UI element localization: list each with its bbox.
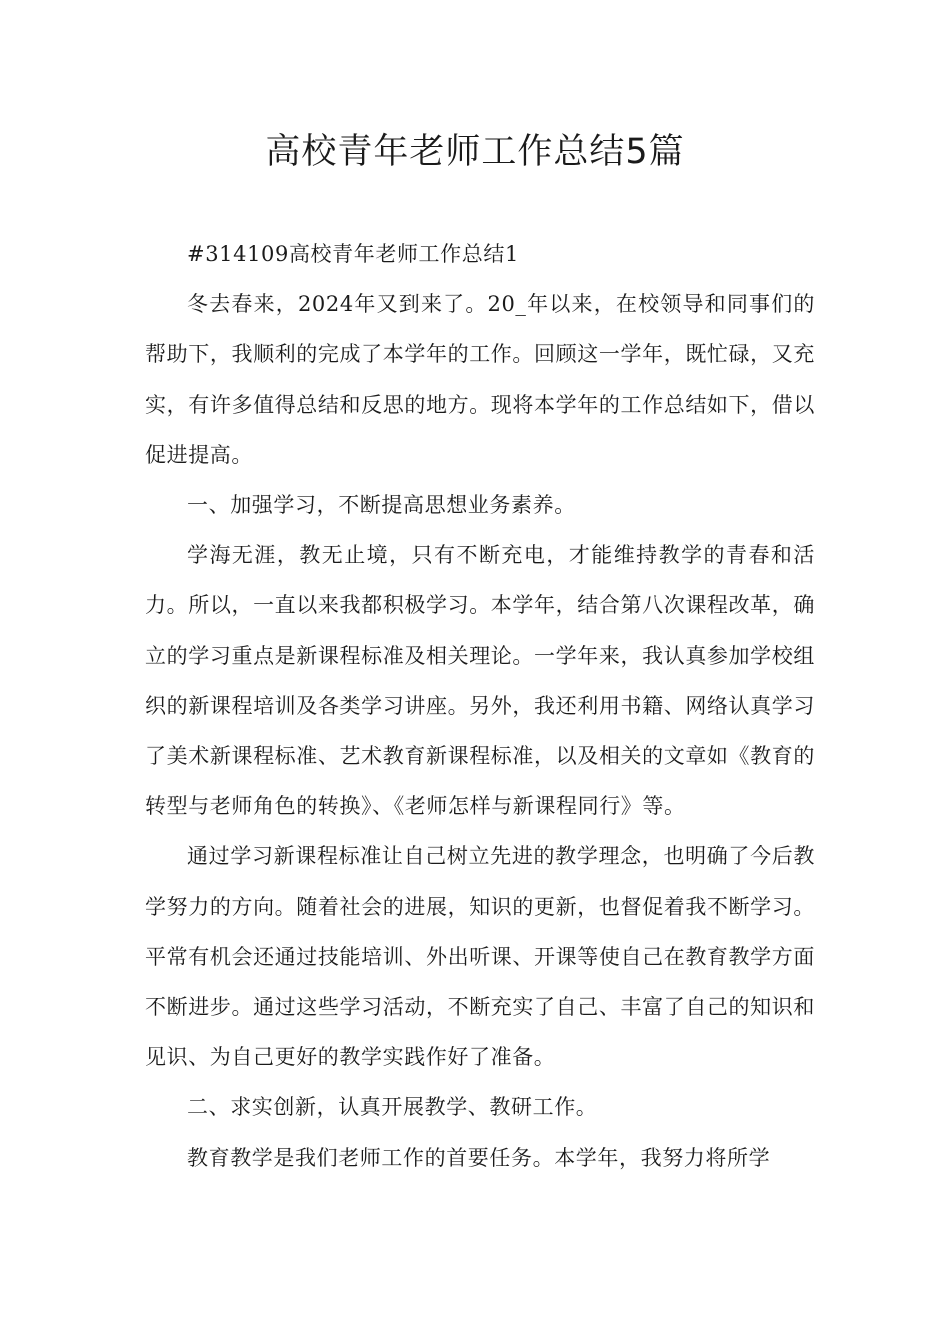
- paragraph-heading-1: #314109高校青年老师工作总结1: [187, 242, 519, 266]
- document-body: [145, 229, 815, 1183]
- section-heading-2: 二、求实创新，认真开展教学、教研工作。: [187, 1095, 598, 1120]
- paragraph: 冬去春来，2024年又到来了。20_年以来，在校领导和同事们的帮助下，我顺利的完成了本学年的工作。回顾这一学年，既忙碌，又充实，有许多值得总结和反思的地方。现将本学年的工作总结如下，借以促进提高。: [145, 292, 815, 467]
- paragraph: 教育教学是我们老师工作的首要任务。本学年，我努力将所学: [187, 1145, 771, 1170]
- paragraph: 学海无涯，教无止境，只有不断充电，才能维持教学的青春和活力。所以，一直以来我都积极学习。本学年，结合第八次课程改革，确立的学习重点是新课程标准及相关理论。一学年来，我认真参加学校组织的新课程培训及各类学习讲座。另外，我还利用书籍、网络认真学习了美术新课程标准、艺术教育新课程标准，以及相关的文章如《教育的转型与老师角色的转换》、《老师怎样与新课程同行》等。: [145, 543, 815, 819]
- document-title: 高校青年老师工作总结5篇: [265, 132, 685, 172]
- paragraph: 通过学习新课程标准让自己树立先进的教学理念，也明确了今后教学努力的方向。随着社会的进展，知识的更新，也督促着我不断学习。平常有机会还通过技能培训、外出听课、开课等使自己在教育教学方面不断进步。通过这些学习活动，不断充实了自己、丰富了自己的知识和见识、为自己更好的教学实践作好了准备。: [145, 844, 815, 1070]
- section-heading-1: 一、加强学习，不断提高思想业务素养。: [187, 493, 576, 518]
